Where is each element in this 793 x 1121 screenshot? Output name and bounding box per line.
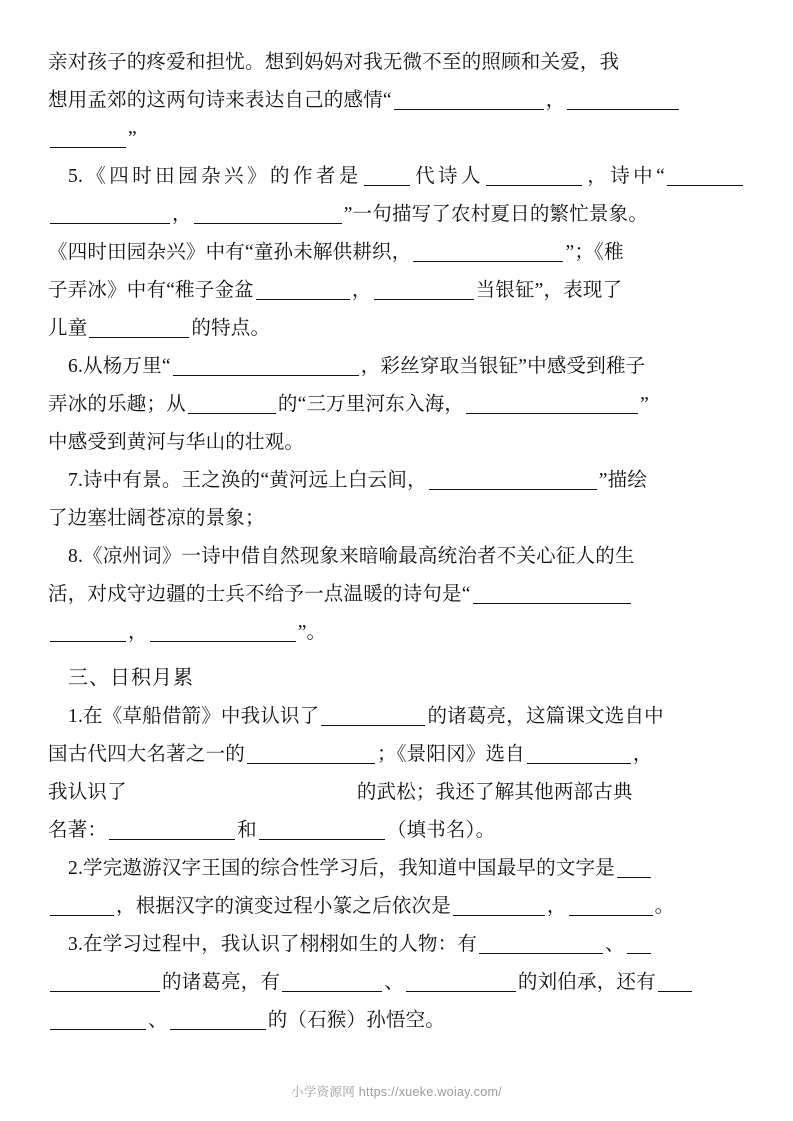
question-5-cont-2 — [48, 272, 745, 310]
question-number: 7. — [68, 470, 84, 491]
paragraph-continued-3 — [48, 120, 745, 158]
section-item-2-cont — [48, 888, 745, 926]
item-text: ， — [546, 896, 567, 917]
question-text: ”。 — [297, 622, 327, 643]
item-text: 、 — [605, 934, 625, 955]
answer-blank[interactable] — [173, 353, 359, 376]
item-text: 国古代四大名著之一的 — [48, 744, 246, 765]
question-8 — [48, 538, 745, 576]
question-6 — [48, 348, 745, 386]
answer-blank[interactable] — [466, 391, 638, 414]
section-item-1 — [48, 698, 745, 736]
answer-blank[interactable] — [667, 163, 743, 186]
answer-blank[interactable] — [150, 619, 296, 642]
answer-blank[interactable] — [453, 893, 545, 916]
question-text: 的特点。 — [191, 318, 271, 339]
question-text: 代诗人 — [411, 166, 484, 187]
item-text: 在《草船借箭》中我认识了 — [83, 706, 320, 727]
answer-blank[interactable] — [429, 467, 597, 490]
item-text: 。 — [654, 896, 675, 917]
answer-blank[interactable] — [479, 931, 603, 954]
item-text: ，根据汉字的演变过程小篆之后依次是 — [116, 896, 451, 917]
answer-blank[interactable] — [50, 201, 170, 224]
question-text: 活，对戍守边疆的士兵不给予一点温暖的诗句是“ — [48, 584, 471, 605]
answer-blank[interactable] — [658, 969, 692, 992]
item-text: ， — [632, 744, 653, 765]
answer-blank[interactable] — [627, 931, 651, 954]
paragraph-continued-2 — [48, 82, 745, 120]
question-text: 从杨万里“ — [83, 356, 171, 377]
question-text: ”一句描写了农村夏日的繁忙景象。 — [343, 204, 649, 225]
answer-blank[interactable] — [170, 1007, 266, 1030]
item-text: 的诸葛亮，这篇课文选自中 — [427, 706, 664, 727]
item-text: 和 — [237, 820, 257, 841]
answer-blank[interactable] — [259, 817, 385, 840]
item-text: 名著： — [48, 820, 108, 841]
question-number: 6. — [68, 356, 84, 377]
question-5-cont-3 — [48, 310, 745, 348]
question-number: 8. — [68, 546, 84, 567]
question-text: 儿童 — [48, 318, 88, 339]
answer-blank[interactable] — [394, 87, 544, 110]
answer-blank[interactable] — [50, 125, 126, 148]
item-text: 的（石猴）孙悟空。 — [267, 1010, 446, 1031]
answer-blank[interactable] — [617, 855, 651, 878]
question-5-cont — [48, 234, 745, 272]
answer-blank[interactable] — [527, 741, 631, 764]
question-text: 《四时田园杂兴》的作者是 — [83, 166, 362, 187]
section-item-1-cont — [48, 736, 745, 774]
question-text: ，诗中“ — [583, 166, 665, 187]
answer-blank[interactable] — [567, 87, 679, 110]
text-line: 亲对孩子的疼爱和担忧。想到妈妈对我无微不至的照顾和关爱，我 — [48, 52, 620, 73]
question-6-cont-2 — [48, 424, 745, 462]
answer-blank[interactable] — [50, 969, 160, 992]
answer-blank[interactable] — [89, 315, 189, 338]
item-number: 1. — [68, 706, 84, 727]
text-line: ” — [128, 128, 137, 149]
question-8-cont-2 — [48, 614, 745, 652]
section-item-2 — [48, 850, 745, 888]
item-text: 、 — [148, 1010, 168, 1031]
item-text: ；《景阳冈》选自 — [377, 744, 525, 765]
section-heading: 三、日积月累 — [68, 667, 194, 689]
item-text: 的诸葛亮，有 — [162, 972, 281, 993]
question-text: 中感受到黄河与华山的壮观。 — [48, 432, 305, 453]
answer-blank[interactable] — [473, 581, 631, 604]
question-text: ”描绘 — [598, 470, 648, 491]
question-8-cont — [48, 576, 745, 614]
answer-blank[interactable] — [569, 893, 653, 916]
answer-blank[interactable] — [282, 969, 382, 992]
question-text: ，彩丝穿取当银钲”中感受到稚子 — [360, 356, 646, 377]
item-text: 在学习过程中，我认识了栩栩如生的人物：有 — [83, 934, 478, 955]
question-text: 弄冰的乐趣；从 — [48, 394, 186, 415]
answer-blank[interactable] — [109, 817, 235, 840]
item-text: 、 — [384, 972, 404, 993]
question-text: 《凉州词》一诗中借自然现象来暗喻最高统治者不关心征人的生 — [83, 546, 635, 567]
text-line: ， — [545, 90, 566, 111]
question-text: ， — [128, 622, 148, 643]
answer-blank[interactable] — [50, 1007, 146, 1030]
question-text: 诗中有景。王之涣的“黄河远上白云间， — [83, 470, 427, 491]
question-text: ” — [640, 394, 649, 415]
section-item-3-cont — [48, 964, 745, 1002]
question-text: ”；《稚 — [565, 242, 624, 263]
item-text: 的刘伯承，还有 — [517, 972, 656, 993]
question-text: ， — [351, 280, 372, 301]
text-line: 想用孟郊的这两句诗来表达自己的感情“ — [48, 90, 392, 111]
item-number: 2. — [68, 858, 84, 879]
question-number: 5. — [68, 166, 84, 187]
item-text: （填书名）。 — [386, 820, 496, 841]
question-text: 的“三万里河东入海， — [277, 394, 465, 415]
item-text: 学完遨游汉字王国的综合性学习后，我知道中国最早的文字是 — [83, 858, 615, 879]
question-6-cont — [48, 386, 745, 424]
answer-blank[interactable] — [129, 780, 355, 802]
answer-blank[interactable] — [194, 201, 342, 224]
item-text: 的武松；我还了解其他两部古典 — [356, 782, 633, 803]
footer-watermark: 小学资源网 https://xueke.woiay.com/ — [291, 1085, 502, 1099]
section-item-1-cont-3 — [48, 812, 745, 850]
question-text: 了边塞壮阔苍凉的景象； — [48, 508, 265, 529]
question-text: 子弄冰》中有“稚子金盆 — [48, 280, 254, 301]
answer-blank[interactable] — [486, 163, 582, 186]
item-text: 我认识了 — [48, 782, 127, 803]
question-text: 当银钲”，表现了 — [475, 280, 623, 301]
answer-blank[interactable] — [413, 239, 563, 262]
answer-blank[interactable] — [321, 703, 425, 726]
item-number: 3. — [68, 934, 84, 955]
answer-blank[interactable] — [50, 893, 114, 916]
answer-blank[interactable] — [406, 969, 516, 992]
question-7-cont — [48, 500, 745, 538]
section-item-1-cont-2 — [48, 774, 745, 812]
answer-blank[interactable] — [256, 277, 350, 300]
question-5 — [48, 158, 745, 234]
answer-blank[interactable] — [50, 619, 126, 642]
section-item-3 — [48, 926, 745, 964]
answer-blank[interactable] — [364, 163, 410, 186]
answer-blank[interactable] — [374, 277, 474, 300]
paragraph-continued — [48, 44, 745, 82]
answer-blank[interactable] — [247, 741, 375, 764]
answer-blank[interactable] — [188, 391, 276, 414]
question-text: ， — [172, 204, 192, 225]
question-text: 《四时田园杂兴》中有“童孙未解供耕织， — [48, 242, 412, 263]
question-7 — [48, 462, 745, 500]
section-item-3-cont-2 — [48, 1002, 745, 1040]
